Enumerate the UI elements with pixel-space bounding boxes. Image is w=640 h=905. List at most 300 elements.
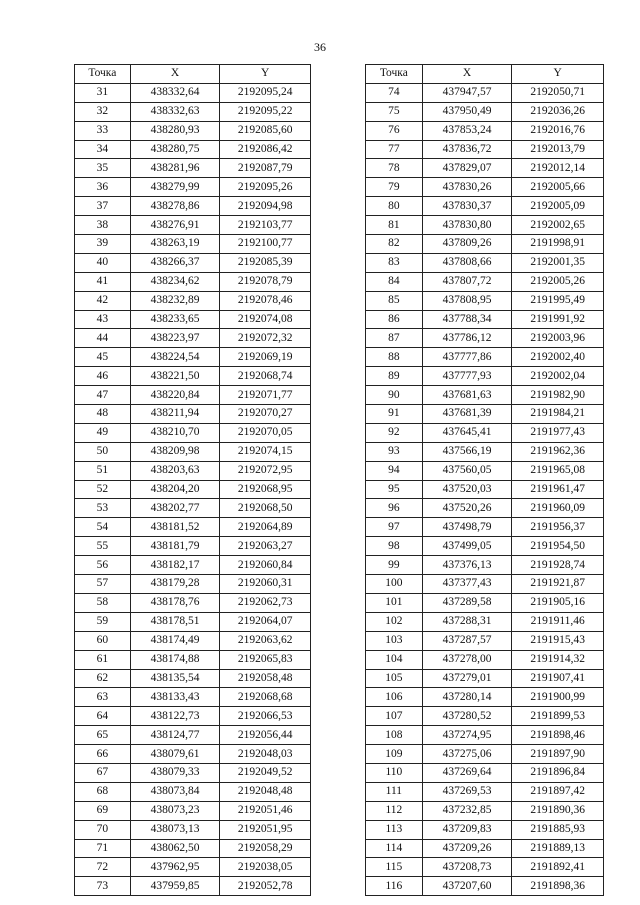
cell-point: 103 (366, 631, 423, 650)
cell-point: 33 (75, 121, 131, 140)
cell-x: 438181,52 (130, 518, 220, 537)
cell-point: 53 (75, 499, 131, 518)
header-x: X (422, 65, 512, 84)
cell-point: 88 (366, 348, 423, 367)
cell-x: 438174,88 (130, 650, 220, 669)
cell-y: 2191921,87 (512, 575, 604, 594)
cell-x: 438233,65 (130, 310, 220, 329)
table-row (75, 839, 311, 858)
cell-point: 71 (75, 839, 131, 858)
header-point: Точка (366, 65, 423, 84)
cell-point: 86 (366, 310, 423, 329)
table-row (366, 839, 604, 858)
table-row (366, 575, 604, 594)
table-row (75, 272, 311, 291)
cell-y: 2192002,65 (512, 216, 604, 235)
cell-y: 2192012,14 (512, 159, 604, 178)
table-row (75, 329, 311, 348)
cell-x: 438332,64 (130, 83, 220, 102)
cell-y: 2192003,96 (512, 329, 604, 348)
table-row (366, 272, 604, 291)
cell-x: 437376,13 (422, 556, 512, 575)
cell-x: 438280,75 (130, 140, 220, 159)
cell-x: 438062,50 (130, 839, 220, 858)
coordinates-table-left (74, 64, 311, 896)
cell-point: 79 (366, 178, 423, 197)
table-row (75, 178, 311, 197)
cell-x: 438178,51 (130, 612, 220, 631)
cell-y: 2191956,37 (512, 518, 604, 537)
cell-point: 116 (366, 877, 423, 896)
table-row (75, 197, 311, 216)
cell-x: 437786,12 (422, 329, 512, 348)
cell-x: 437274,95 (422, 726, 512, 745)
cell-point: 62 (75, 669, 131, 688)
cell-point: 93 (366, 442, 423, 461)
cell-point: 84 (366, 272, 423, 291)
cell-point: 46 (75, 367, 131, 386)
table-row (75, 367, 311, 386)
cell-x: 437947,57 (422, 83, 512, 102)
table-body-left (75, 83, 311, 895)
table-row (366, 669, 604, 688)
cell-y: 2192085,60 (220, 121, 311, 140)
cell-point: 108 (366, 726, 423, 745)
table-row (366, 121, 604, 140)
cell-point: 31 (75, 83, 131, 102)
table-row (75, 405, 311, 424)
table-row (366, 877, 604, 896)
cell-point: 39 (75, 235, 131, 254)
cell-y: 2192068,95 (220, 480, 311, 499)
cell-x: 437566,19 (422, 442, 512, 461)
cell-y: 2192051,46 (220, 801, 311, 820)
cell-point: 51 (75, 461, 131, 480)
cell-point: 94 (366, 461, 423, 480)
cell-x: 437645,41 (422, 423, 512, 442)
cell-y: 2192100,77 (220, 235, 311, 254)
cell-point: 63 (75, 688, 131, 707)
cell-x: 437829,07 (422, 159, 512, 178)
table-row (75, 707, 311, 726)
cell-x: 437808,95 (422, 291, 512, 310)
cell-point: 45 (75, 348, 131, 367)
header-point: Точка (75, 65, 131, 84)
table-row (75, 518, 311, 537)
cell-x: 438276,91 (130, 216, 220, 235)
cell-y: 2192002,40 (512, 348, 604, 367)
cell-point: 105 (366, 669, 423, 688)
table-row (366, 442, 604, 461)
cell-x: 437853,24 (422, 121, 512, 140)
cell-x: 437275,06 (422, 745, 512, 764)
cell-y: 2191914,32 (512, 650, 604, 669)
table-row (366, 405, 604, 424)
table-row (75, 688, 311, 707)
table-row (75, 253, 311, 272)
table-header-row (366, 65, 604, 84)
cell-y: 2191998,91 (512, 235, 604, 254)
table-row (366, 480, 604, 499)
cell-x: 437809,26 (422, 235, 512, 254)
cell-x: 438073,23 (130, 801, 220, 820)
cell-x: 438279,99 (130, 178, 220, 197)
cell-point: 65 (75, 726, 131, 745)
cell-x: 438232,89 (130, 291, 220, 310)
cell-x: 438263,19 (130, 235, 220, 254)
table-row (75, 310, 311, 329)
table-row (366, 631, 604, 650)
cell-x: 437777,93 (422, 367, 512, 386)
table-row (366, 745, 604, 764)
table-row (366, 688, 604, 707)
cell-point: 100 (366, 575, 423, 594)
cell-point: 91 (366, 405, 423, 424)
table-row (75, 669, 311, 688)
cell-point: 101 (366, 593, 423, 612)
cell-point: 113 (366, 820, 423, 839)
cell-y: 2192048,03 (220, 745, 311, 764)
cell-point: 56 (75, 556, 131, 575)
cell-x: 437520,03 (422, 480, 512, 499)
cell-y: 2192005,26 (512, 272, 604, 291)
cell-y: 2192086,42 (220, 140, 311, 159)
table-row (366, 197, 604, 216)
cell-y: 2191965,08 (512, 461, 604, 480)
table-row (75, 858, 311, 877)
cell-x: 438204,20 (130, 480, 220, 499)
cell-x: 438079,33 (130, 763, 220, 782)
table-row (366, 858, 604, 877)
table-row (366, 329, 604, 348)
cell-point: 50 (75, 442, 131, 461)
cell-point: 78 (366, 159, 423, 178)
cell-y: 2191885,93 (512, 820, 604, 839)
cell-x: 437209,26 (422, 839, 512, 858)
cell-x: 438124,77 (130, 726, 220, 745)
table-row (75, 461, 311, 480)
cell-point: 34 (75, 140, 131, 159)
coordinates-table-right (365, 64, 604, 896)
cell-y: 2191898,46 (512, 726, 604, 745)
table-row (366, 216, 604, 235)
cell-point: 32 (75, 102, 131, 121)
cell-point: 104 (366, 650, 423, 669)
cell-point: 64 (75, 707, 131, 726)
page-number: 36 (314, 40, 326, 54)
cell-x: 438202,77 (130, 499, 220, 518)
cell-y: 2192068,74 (220, 367, 311, 386)
cell-y: 2191905,16 (512, 593, 604, 612)
cell-point: 38 (75, 216, 131, 235)
cell-y: 2192087,79 (220, 159, 311, 178)
cell-x: 438210,70 (130, 423, 220, 442)
cell-y: 2191892,41 (512, 858, 604, 877)
cell-y: 2192068,50 (220, 499, 311, 518)
cell-point: 61 (75, 650, 131, 669)
cell-y: 2191960,09 (512, 499, 604, 518)
cell-point: 82 (366, 235, 423, 254)
table-row (366, 461, 604, 480)
cell-y: 2192036,26 (512, 102, 604, 121)
cell-x: 438224,54 (130, 348, 220, 367)
cell-x: 438280,93 (130, 121, 220, 140)
table-row (366, 650, 604, 669)
cell-y: 2192056,44 (220, 726, 311, 745)
cell-y: 2191962,36 (512, 442, 604, 461)
cell-x: 437959,85 (130, 877, 220, 896)
cell-point: 52 (75, 480, 131, 499)
cell-x: 438182,17 (130, 556, 220, 575)
table-row (75, 877, 311, 896)
cell-point: 41 (75, 272, 131, 291)
cell-y: 2191911,46 (512, 612, 604, 631)
cell-point: 99 (366, 556, 423, 575)
cell-x: 438234,62 (130, 272, 220, 291)
table-row (366, 518, 604, 537)
cell-y: 2191928,74 (512, 556, 604, 575)
cell-y: 2192065,83 (220, 650, 311, 669)
table-row (75, 726, 311, 745)
table-row (366, 348, 604, 367)
cell-point: 95 (366, 480, 423, 499)
cell-y: 2191889,13 (512, 839, 604, 858)
cell-x: 437830,37 (422, 197, 512, 216)
cell-point: 70 (75, 820, 131, 839)
cell-x: 438135,54 (130, 669, 220, 688)
table-row (75, 575, 311, 594)
cell-point: 111 (366, 782, 423, 801)
cell-x: 438209,98 (130, 442, 220, 461)
cell-x: 437287,57 (422, 631, 512, 650)
cell-point: 35 (75, 159, 131, 178)
table-row (75, 480, 311, 499)
cell-point: 68 (75, 782, 131, 801)
cell-y: 2192066,53 (220, 707, 311, 726)
cell-x: 437289,58 (422, 593, 512, 612)
cell-y: 2192001,35 (512, 253, 604, 272)
cell-x: 438073,13 (130, 820, 220, 839)
table-row (75, 745, 311, 764)
cell-y: 2192070,27 (220, 405, 311, 424)
table-row (366, 291, 604, 310)
cell-point: 98 (366, 537, 423, 556)
cell-y: 2192103,77 (220, 216, 311, 235)
cell-y: 2192064,07 (220, 612, 311, 631)
table-row (366, 499, 604, 518)
cell-x: 438174,49 (130, 631, 220, 650)
cell-y: 2192016,76 (512, 121, 604, 140)
cell-point: 97 (366, 518, 423, 537)
table-row (366, 801, 604, 820)
cell-x: 438266,37 (130, 253, 220, 272)
cell-point: 58 (75, 593, 131, 612)
table-row (366, 593, 604, 612)
header-x: X (130, 65, 220, 84)
table-row (75, 102, 311, 121)
cell-x: 437279,01 (422, 669, 512, 688)
cell-point: 96 (366, 499, 423, 518)
cell-x: 437830,26 (422, 178, 512, 197)
table-row (366, 763, 604, 782)
cell-point: 47 (75, 386, 131, 405)
cell-y: 2191890,36 (512, 801, 604, 820)
cell-y: 2191900,99 (512, 688, 604, 707)
cell-point: 67 (75, 763, 131, 782)
cell-x: 437278,00 (422, 650, 512, 669)
cell-x: 438332,63 (130, 102, 220, 121)
table-header-row (75, 65, 311, 84)
cell-x: 437808,66 (422, 253, 512, 272)
cell-point: 77 (366, 140, 423, 159)
cell-y: 2192095,22 (220, 102, 311, 121)
cell-x: 437280,14 (422, 688, 512, 707)
cell-point: 107 (366, 707, 423, 726)
table-row (75, 121, 311, 140)
cell-x: 438179,28 (130, 575, 220, 594)
cell-point: 48 (75, 405, 131, 424)
table-row (366, 310, 604, 329)
cell-x: 438079,61 (130, 745, 220, 764)
cell-x: 437788,34 (422, 310, 512, 329)
cell-y: 2191899,53 (512, 707, 604, 726)
table-row (75, 593, 311, 612)
cell-x: 437681,39 (422, 405, 512, 424)
cell-y: 2191896,84 (512, 763, 604, 782)
cell-point: 55 (75, 537, 131, 556)
cell-point: 72 (75, 858, 131, 877)
cell-point: 76 (366, 121, 423, 140)
table-row (366, 820, 604, 839)
cell-point: 54 (75, 518, 131, 537)
cell-x: 438281,96 (130, 159, 220, 178)
table-row (75, 235, 311, 254)
table-body-right (366, 83, 604, 895)
cell-point: 36 (75, 178, 131, 197)
table-row (75, 631, 311, 650)
cell-point: 83 (366, 253, 423, 272)
cell-point: 57 (75, 575, 131, 594)
cell-y: 2192060,31 (220, 575, 311, 594)
cell-point: 112 (366, 801, 423, 820)
cell-x: 437950,49 (422, 102, 512, 121)
cell-y: 2191977,43 (512, 423, 604, 442)
cell-point: 89 (366, 367, 423, 386)
table-row (366, 612, 604, 631)
cell-point: 75 (366, 102, 423, 121)
cell-point: 42 (75, 291, 131, 310)
cell-y: 2191907,41 (512, 669, 604, 688)
table-row (75, 782, 311, 801)
table-row (366, 83, 604, 102)
cell-x: 437807,72 (422, 272, 512, 291)
cell-x: 437560,05 (422, 461, 512, 480)
table-row (75, 386, 311, 405)
cell-x: 437498,79 (422, 518, 512, 537)
cell-x: 438122,73 (130, 707, 220, 726)
cell-y: 2192064,89 (220, 518, 311, 537)
table-row (366, 253, 604, 272)
cell-point: 43 (75, 310, 131, 329)
cell-y: 2192063,27 (220, 537, 311, 556)
cell-x: 438221,50 (130, 367, 220, 386)
cell-x: 438211,94 (130, 405, 220, 424)
cell-point: 92 (366, 423, 423, 442)
table-row (75, 159, 311, 178)
cell-point: 87 (366, 329, 423, 348)
cell-point: 59 (75, 612, 131, 631)
cell-y: 2192078,79 (220, 272, 311, 291)
cell-point: 115 (366, 858, 423, 877)
cell-point: 109 (366, 745, 423, 764)
table-row (366, 140, 604, 159)
cell-y: 2192002,04 (512, 367, 604, 386)
cell-y: 2192063,62 (220, 631, 311, 650)
cell-x: 438133,43 (130, 688, 220, 707)
cell-y: 2191897,90 (512, 745, 604, 764)
table-row (75, 801, 311, 820)
table-row (366, 102, 604, 121)
cell-point: 60 (75, 631, 131, 650)
table-row (366, 726, 604, 745)
cell-x: 437232,85 (422, 801, 512, 820)
cell-point: 49 (75, 423, 131, 442)
cell-x: 437962,95 (130, 858, 220, 877)
cell-x: 437208,73 (422, 858, 512, 877)
cell-y: 2192085,39 (220, 253, 311, 272)
cell-x: 437499,05 (422, 537, 512, 556)
table-row (75, 537, 311, 556)
table-row (75, 140, 311, 159)
cell-point: 85 (366, 291, 423, 310)
cell-y: 2192060,84 (220, 556, 311, 575)
cell-y: 2192074,15 (220, 442, 311, 461)
table-row (75, 442, 311, 461)
cell-x: 437681,63 (422, 386, 512, 405)
table-row (75, 423, 311, 442)
cell-x: 438278,86 (130, 197, 220, 216)
cell-y: 2192049,52 (220, 763, 311, 782)
cell-point: 81 (366, 216, 423, 235)
table-row (366, 159, 604, 178)
cell-x: 438178,76 (130, 593, 220, 612)
header-y: Y (512, 65, 604, 84)
table-row (75, 556, 311, 575)
cell-y: 2192072,32 (220, 329, 311, 348)
cell-y: 2192074,08 (220, 310, 311, 329)
cell-point: 114 (366, 839, 423, 858)
cell-x: 438220,84 (130, 386, 220, 405)
cell-y: 2192058,29 (220, 839, 311, 858)
cell-y: 2192058,48 (220, 669, 311, 688)
cell-y: 2192070,05 (220, 423, 311, 442)
cell-x: 437280,52 (422, 707, 512, 726)
cell-x: 437269,53 (422, 782, 512, 801)
table-row (366, 423, 604, 442)
cell-y: 2192050,71 (512, 83, 604, 102)
table-row (366, 556, 604, 575)
cell-y: 2192071,77 (220, 386, 311, 405)
cell-y: 2192094,98 (220, 197, 311, 216)
cell-point: 80 (366, 197, 423, 216)
cell-y: 2191995,49 (512, 291, 604, 310)
cell-y: 2191915,43 (512, 631, 604, 650)
cell-y: 2191898,36 (512, 877, 604, 896)
cell-x: 437269,64 (422, 763, 512, 782)
cell-x: 437288,31 (422, 612, 512, 631)
header-y: Y (220, 65, 311, 84)
cell-y: 2192038,05 (220, 858, 311, 877)
